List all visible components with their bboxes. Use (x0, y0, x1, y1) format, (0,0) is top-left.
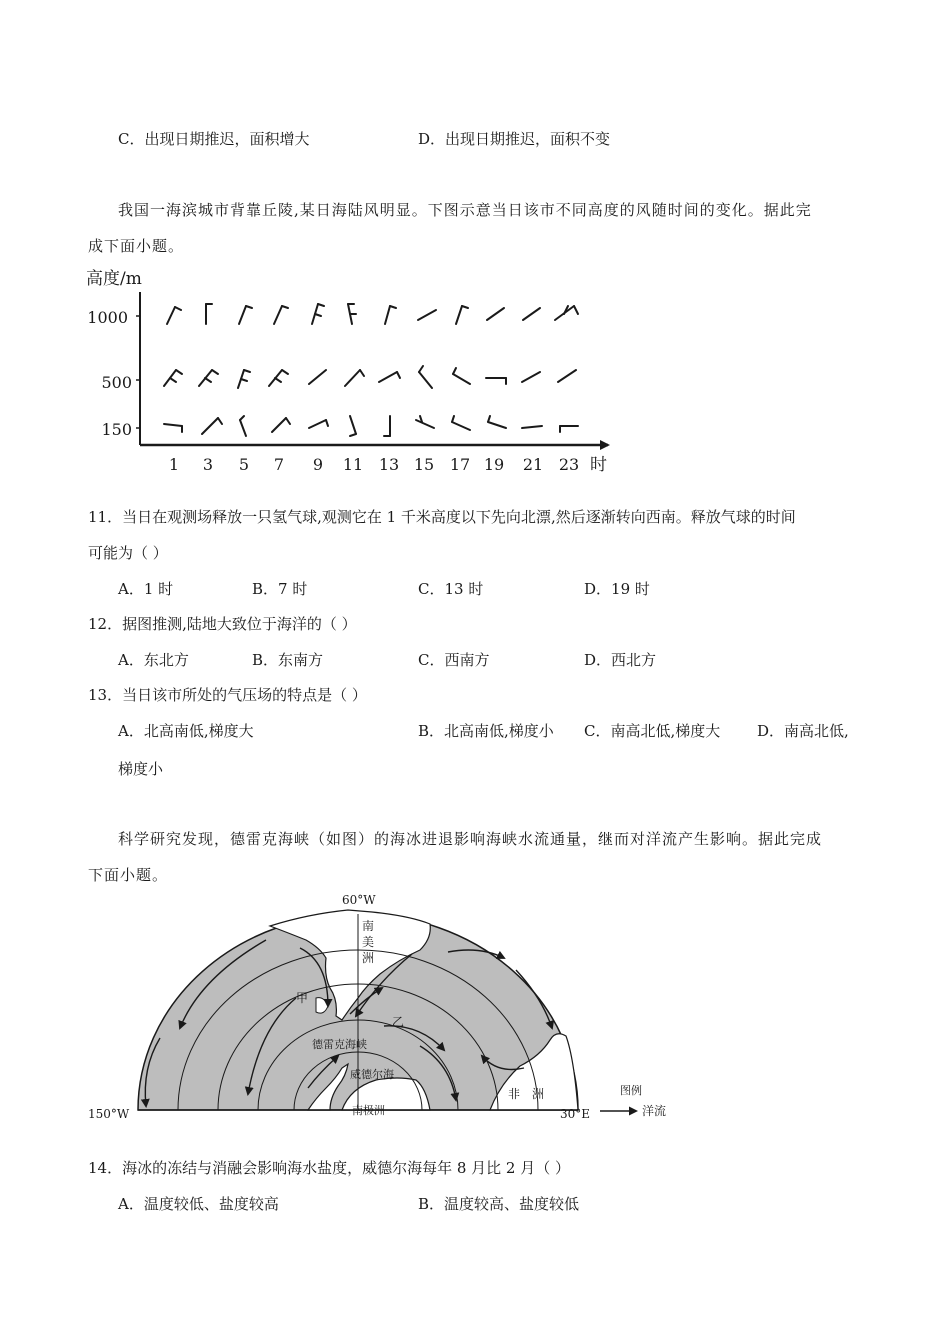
wind-barb (522, 426, 542, 428)
x-tick-13: 13 (378, 455, 400, 474)
wind-barb (523, 308, 540, 320)
wind-barb (309, 370, 326, 384)
q13-option-a: A．北高南低,梯度大 (118, 722, 254, 740)
wind-barb (486, 378, 506, 384)
legend-label: 洋流 (642, 1104, 667, 1118)
q14-option-a: A．温度较低、盐度较高 (118, 1195, 279, 1213)
q11-option-a: A．1 时 (118, 580, 174, 598)
south-america-label-1: 南 (362, 919, 375, 933)
label-antarctica: 南极洲 (352, 1104, 385, 1117)
wind-barb (379, 372, 400, 382)
map-top-lon: 60°W (342, 893, 376, 907)
wind-barb (555, 306, 578, 320)
wind-barbs (164, 304, 578, 436)
wind-barb (238, 370, 250, 388)
q13-option-b: B．北高南低,梯度小 (418, 722, 554, 740)
q12-stem: 12．据图推测,陆地大致位于海洋的（ ） (88, 615, 357, 633)
wind-barb (167, 307, 181, 324)
label-yi: 乙 (392, 1015, 405, 1029)
wind-barb (312, 304, 324, 324)
intro1-line2: 成下面小题。 (88, 237, 185, 255)
x-tick-5: 5 (238, 455, 250, 474)
y-tick-500: 500 (101, 373, 132, 392)
wind-barb (558, 370, 576, 382)
wind-barb (487, 308, 504, 320)
label-africa: 非 洲 (508, 1087, 545, 1101)
intro2-line2: 下面小题。 (88, 866, 169, 884)
wind-barb (560, 426, 578, 432)
q12-option-c: C．西南方 (418, 651, 490, 669)
prev-option-c: C．出现日期推迟，面积增大 (118, 130, 310, 148)
q12-option-d: D．西北方 (584, 651, 657, 669)
q13-option-d: D．南高北低, (757, 722, 849, 740)
label-weddell: 威德尔海 (350, 1068, 394, 1081)
south-america-label-2: 美 (362, 935, 375, 949)
intro1-line1: 我国一海滨城市背靠丘陵,某日海陆风明显。下图示意当日该市不同高度的风随时间的变化。据此完 (118, 201, 812, 219)
wind-barb (416, 416, 434, 428)
wind-barb (269, 370, 288, 386)
x-tick-19: 19 (483, 455, 505, 474)
wind-barb (384, 416, 390, 436)
q13-option-d-cont: 梯度小 (118, 760, 164, 778)
x-tick-21: 21 (522, 455, 544, 474)
q12-option-b: B．东南方 (252, 651, 324, 669)
wind-barb (202, 418, 222, 434)
wind-barb (345, 370, 364, 386)
wind-barb (164, 370, 182, 386)
wind-barb (418, 310, 436, 320)
wind-barb (309, 420, 328, 428)
wind-barb (385, 306, 396, 324)
q11-option-c: C．13 时 (418, 580, 484, 598)
x-tick-17: 17 (449, 455, 471, 474)
wind-barb (488, 416, 506, 428)
x-unit: 时 (590, 455, 607, 475)
south-america-label-3: 洲 (362, 951, 375, 965)
wind-barb (164, 424, 182, 432)
wind-barb (453, 368, 470, 384)
wind-barb (452, 416, 470, 430)
wind-barb (199, 370, 218, 386)
x-tick-3: 3 (202, 455, 214, 474)
q11-stem-line2: 可能为（ ） (88, 544, 168, 562)
wind-barb (350, 416, 356, 436)
legend (600, 1103, 666, 1118)
map-left-lon: 150°W (88, 1107, 130, 1121)
x-tick-11: 11 (342, 455, 364, 474)
map-right-lon: 30°E (560, 1107, 591, 1121)
q13-option-c: C．南高北低,梯度大 (584, 722, 721, 740)
y-tick-150: 150 (101, 420, 132, 439)
wind-barb (522, 372, 540, 382)
q14-stem: 14．海冰的冻结与消融会影响海水盐度，威德尔海每年 8 月比 2 月（ ） (88, 1159, 571, 1177)
wind-chart (80, 262, 640, 477)
x-tick-9: 9 (312, 455, 324, 474)
q13-stem: 13．当日该市所处的气压场的特点是（ ） (88, 686, 367, 704)
q11-stem-line1: 11．当日在观测场释放一只氢气球,观测它在 1 千米高度以下先向北漂,然后逐渐转向西南。释放气球的时间 (88, 508, 796, 526)
x-tick-23: 23 (558, 455, 580, 474)
x-tick-7: 7 (273, 455, 285, 474)
q12-option-a: A．东北方 (118, 651, 189, 669)
y-tick-1000: 1000 (87, 308, 128, 327)
label-drake: 德雷克海峡 (312, 1038, 367, 1051)
wind-chart-y-title: 高度/m (86, 269, 142, 289)
q14-option-b: B．温度较高、盐度较低 (418, 1195, 580, 1213)
wind-barb (456, 306, 468, 324)
legend-title: 图例 (620, 1084, 642, 1097)
wind-barb (240, 416, 246, 436)
wind-barb (239, 306, 252, 324)
prev-option-d: D．出现日期推迟，面积不变 (418, 130, 611, 148)
label-jia: 甲 (296, 991, 309, 1005)
q11-option-d: D．19 时 (584, 580, 650, 598)
wind-barb (274, 306, 288, 324)
intro2-line1: 科学研究发现，德雷克海峡（如图）的海冰进退影响海峡水流通量，继而对洋流产生影响。据此完成 (118, 830, 823, 848)
x-tick-1: 1 (168, 455, 180, 474)
wind-barb (206, 304, 212, 324)
x-tick-15: 15 (413, 455, 435, 474)
drake-passage-map (80, 888, 680, 1123)
wind-barb (348, 304, 356, 324)
q11-option-b: B．7 时 (252, 580, 308, 598)
wind-barb (272, 418, 290, 432)
wind-barb (419, 366, 432, 388)
